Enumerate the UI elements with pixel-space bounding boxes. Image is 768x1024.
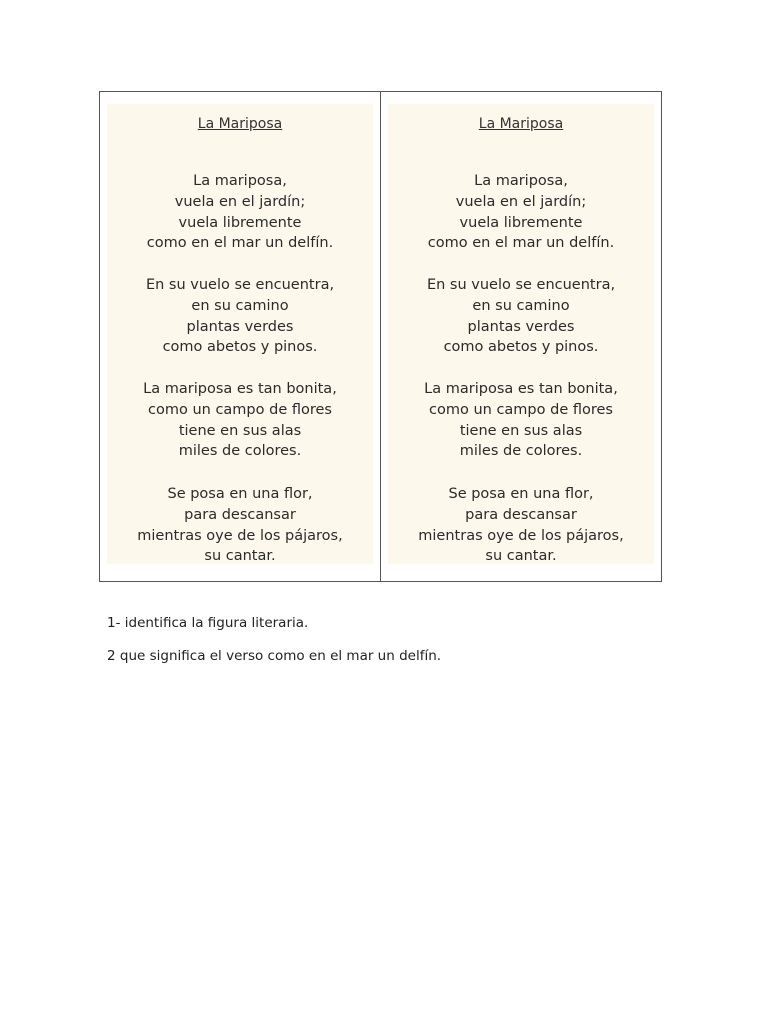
- poem-line: Se posa en una flor,: [167, 486, 313, 502]
- poem-line: en su camino: [472, 297, 570, 314]
- poem-line: para descansar: [184, 506, 296, 523]
- poem-line: como abetos y pinos.: [443, 339, 599, 356]
- poem-line: tiene en sus alas: [459, 422, 583, 439]
- poem-panel: [388, 104, 654, 564]
- poem-line: vuela en el jardín;: [174, 193, 306, 210]
- poem-line: como en el mar un delfín.: [427, 235, 615, 252]
- poem-title: La Mariposa: [478, 116, 564, 132]
- poem-line: vuela libremente: [459, 214, 583, 231]
- poem-line: miles de colores.: [459, 443, 583, 460]
- poem-line: La mariposa,: [193, 173, 287, 189]
- poem-line: en su camino: [191, 297, 289, 314]
- poem-line: como un campo de flores: [429, 401, 613, 418]
- poem-line: mientras oye de los pájaros,: [418, 527, 624, 544]
- poem-stanza: [107, 275, 373, 358]
- poem-panel: [107, 104, 373, 564]
- question-1: 1- identifica la figura literaria.: [107, 615, 309, 631]
- poem-line: Se posa en una flor,: [448, 486, 594, 502]
- poem-line: tiene en sus alas: [178, 422, 302, 439]
- poem-line: La mariposa,: [474, 173, 568, 189]
- poem-cell-left: [100, 92, 380, 581]
- poem-stanza: [107, 171, 373, 254]
- poem-line: En su vuelo se encuentra,: [145, 277, 335, 293]
- poem-line: plantas verdes: [186, 318, 294, 335]
- poem-line: como un campo de flores: [148, 401, 332, 418]
- poem-line: como abetos y pinos.: [162, 339, 318, 356]
- poem-line: En su vuelo se encuentra,: [426, 277, 616, 293]
- poem-line: su cantar.: [204, 548, 276, 565]
- poem-stanza: [388, 379, 654, 462]
- poem-line: para descansar: [465, 506, 577, 523]
- poem-stanza: [388, 275, 654, 358]
- poem-line: vuela libremente: [178, 214, 302, 231]
- poem-stanza: [388, 484, 654, 567]
- poem-line: mientras oye de los pájaros,: [137, 527, 343, 544]
- poem-line: vuela en el jardín;: [455, 193, 587, 210]
- poem-table: [99, 91, 662, 582]
- poem-line: su cantar.: [485, 548, 557, 565]
- poem-stanza: [388, 171, 654, 254]
- poem-line: plantas verdes: [467, 318, 575, 335]
- poem-line: La mariposa es tan bonita,: [143, 381, 337, 397]
- poem-stanza: [107, 379, 373, 462]
- question-2: 2 que significa el verso como en el mar un delfín.: [107, 648, 442, 664]
- poem-title: La Mariposa: [197, 116, 283, 132]
- poem-line: La mariposa es tan bonita,: [424, 381, 618, 397]
- poem-line: como en el mar un delfín.: [146, 235, 334, 252]
- poem-stanza: [107, 484, 373, 567]
- poem-line: miles de colores.: [178, 443, 302, 460]
- poem-cell-right: [380, 92, 661, 581]
